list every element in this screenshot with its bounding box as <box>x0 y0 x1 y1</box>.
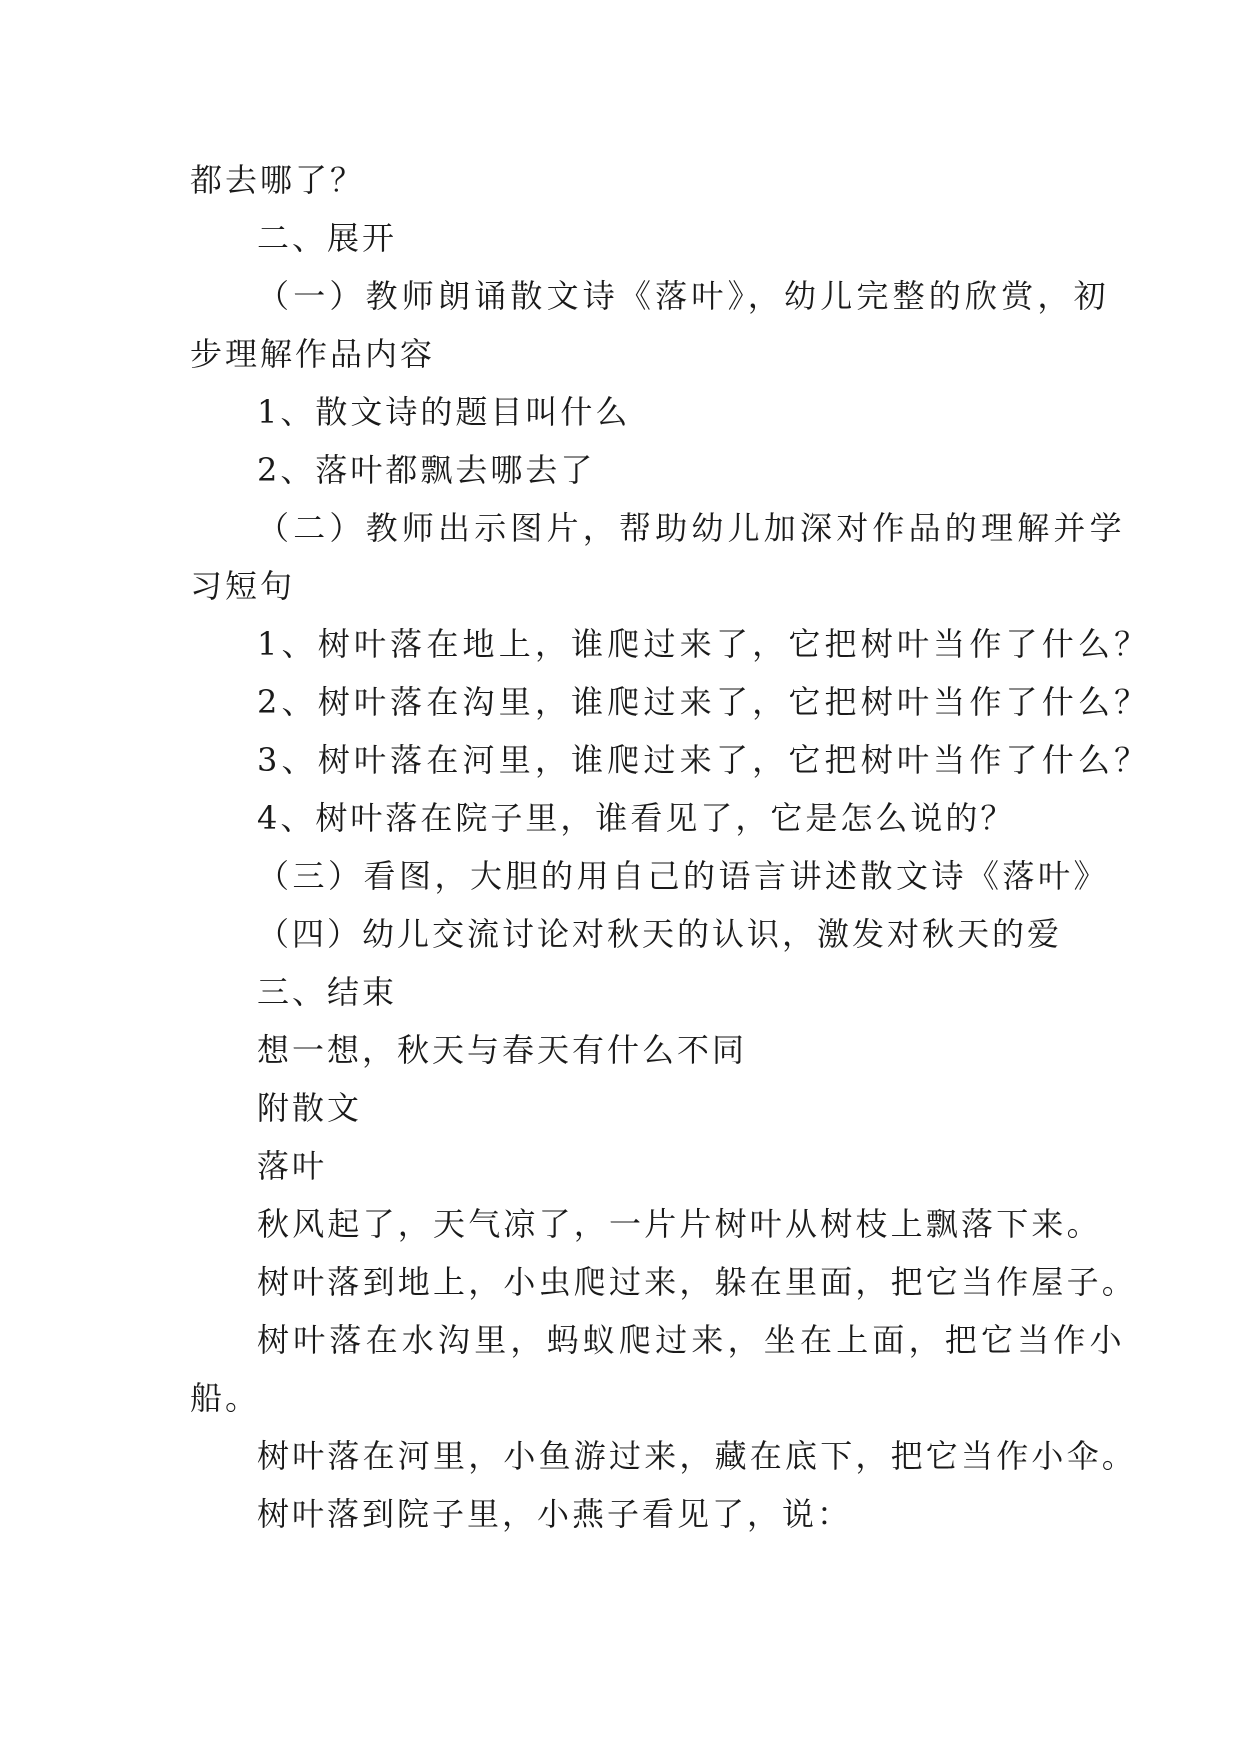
list-item: 2、树叶落在沟里，谁爬过来了，它把树叶当作了什么？ <box>257 683 1151 721</box>
subsection-heading: （一）教师朗诵散文诗《落叶》，幼儿完整的欣赏，初 <box>257 277 1110 315</box>
list-item: 1、树叶落在地上，谁爬过来了，它把树叶当作了什么？ <box>257 625 1151 663</box>
subsection-heading: （四）幼儿交流讨论对秋天的认识，激发对秋天的爱 <box>257 915 1063 953</box>
poem-line: 秋风起了，天气凉了，一片片树叶从树枝上飘落下来。 <box>257 1205 1102 1243</box>
text-line: 想一想，秋天与春天有什么不同 <box>257 1031 748 1069</box>
section-heading-expand: 二、展开 <box>257 219 398 257</box>
poem-line: 树叶落到院子里，小燕子看见了，说： <box>257 1495 853 1533</box>
poem-line: 船。 <box>190 1379 261 1417</box>
poem-line: 树叶落到地上，小虫爬过来，躲在里面，把它当作屋子。 <box>257 1263 1138 1301</box>
appendix-heading: 附散文 <box>257 1089 363 1127</box>
poem-title: 落叶 <box>257 1147 328 1185</box>
poem-line: 树叶落在河里，小鱼游过来，藏在底下，把它当作小伞。 <box>257 1437 1138 1475</box>
list-item: 3、树叶落在河里，谁爬过来了，它把树叶当作了什么？ <box>257 741 1151 779</box>
section-heading-end: 三、结束 <box>257 973 398 1011</box>
list-item: 4、树叶落在院子里，谁看见了，它是怎么说的？ <box>257 799 1016 837</box>
poem-line: 树叶落在水沟里，蚂蚁爬过来，坐在上面，把它当作小 <box>257 1321 1126 1359</box>
list-item: 2、落叶都飘去哪去了 <box>257 451 596 489</box>
list-item: 1、散文诗的题目叫什么 <box>257 393 631 431</box>
subsection-heading: （二）教师出示图片，帮助幼儿加深对作品的理解并学 <box>257 509 1126 547</box>
text-line: 都去哪了？ <box>190 161 366 199</box>
text-line: 习短句 <box>190 567 296 605</box>
subsection-heading: （三）看图，大胆的用自己的语言讲述散文诗《落叶》 <box>257 857 1110 895</box>
text-line: 步理解作品内容 <box>190 335 436 373</box>
